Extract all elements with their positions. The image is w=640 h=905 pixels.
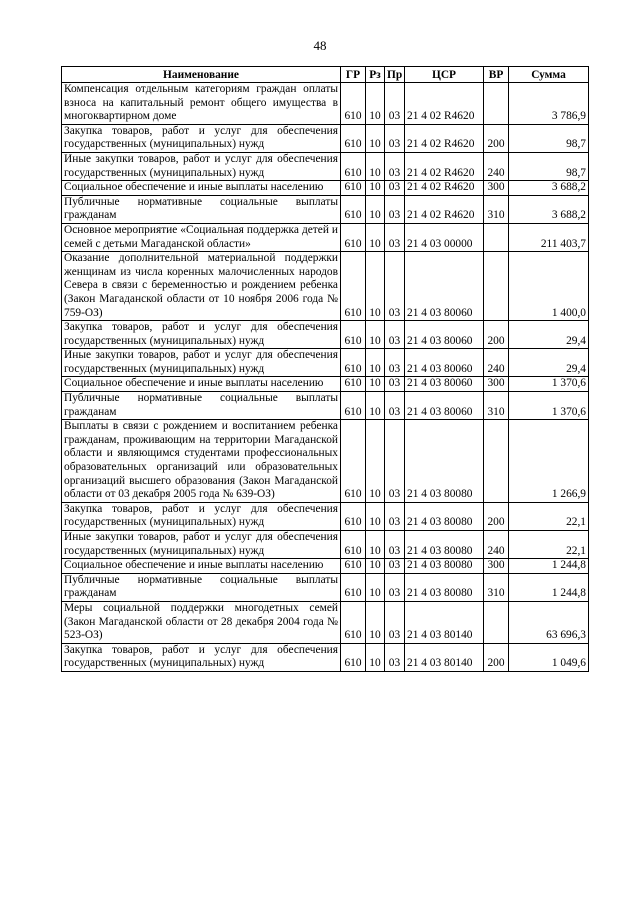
cell-name: Социальное обеспечение и иные выплаты населению [62, 559, 341, 574]
cell-csr: 21 4 03 80140 [405, 601, 484, 643]
cell-sum: 1 244,8 [509, 573, 589, 601]
cell-pr: 03 [385, 531, 405, 559]
cell-sum: 98,7 [509, 124, 589, 152]
cell-vr [484, 252, 509, 321]
cell-rz: 10 [366, 643, 385, 671]
cell-rz: 10 [366, 392, 385, 420]
cell-gr: 610 [341, 321, 366, 349]
cell-sum: 1 370,6 [509, 392, 589, 420]
cell-rz: 10 [366, 502, 385, 530]
cell-gr: 610 [341, 601, 366, 643]
cell-name: Иные закупки товаров, работ и услуг для обеспечения государственных (муниципальных) нужд [62, 152, 341, 180]
header-rz: Рз [366, 67, 385, 83]
cell-sum: 98,7 [509, 152, 589, 180]
cell-rz: 10 [366, 531, 385, 559]
header-gr: ГР [341, 67, 366, 83]
cell-sum: 1 244,8 [509, 559, 589, 574]
cell-gr: 610 [341, 643, 366, 671]
table-row [62, 321, 589, 349]
cell-sum: 1 400,0 [509, 252, 589, 321]
cell-gr: 610 [341, 559, 366, 574]
cell-gr: 610 [341, 124, 366, 152]
cell-rz: 10 [366, 559, 385, 574]
cell-gr: 610 [341, 349, 366, 377]
cell-pr: 03 [385, 420, 405, 503]
cell-gr: 610 [341, 502, 366, 530]
cell-gr: 610 [341, 223, 366, 251]
cell-sum: 3 786,9 [509, 83, 589, 125]
cell-name: Публичные нормативные социальные выплаты гражданам [62, 573, 341, 601]
cell-sum: 63 696,3 [509, 601, 589, 643]
cell-gr: 610 [341, 181, 366, 196]
cell-vr: 240 [484, 349, 509, 377]
cell-rz: 10 [366, 223, 385, 251]
cell-vr: 200 [484, 643, 509, 671]
table-row [62, 601, 589, 643]
cell-csr: 21 4 02 R4620 [405, 83, 484, 125]
cell-vr: 300 [484, 377, 509, 392]
cell-pr: 03 [385, 83, 405, 125]
cell-sum: 1 370,6 [509, 377, 589, 392]
cell-rz: 10 [366, 321, 385, 349]
cell-pr: 03 [385, 377, 405, 392]
cell-pr: 03 [385, 573, 405, 601]
cell-pr: 03 [385, 152, 405, 180]
cell-pr: 03 [385, 601, 405, 643]
table-row [62, 559, 589, 574]
table-row [62, 195, 589, 223]
cell-gr: 610 [341, 252, 366, 321]
cell-sum: 211 403,7 [509, 223, 589, 251]
table-row [62, 223, 589, 251]
header-vr: ВР [484, 67, 509, 83]
cell-csr: 21 4 03 80060 [405, 252, 484, 321]
cell-name: Иные закупки товаров, работ и услуг для обеспечения государственных (муниципальных) нужд [62, 349, 341, 377]
cell-sum: 29,4 [509, 321, 589, 349]
table-row [62, 643, 589, 671]
cell-csr: 21 4 03 80060 [405, 392, 484, 420]
cell-name: Социальное обеспечение и иные выплаты населению [62, 181, 341, 196]
table-row [62, 181, 589, 196]
cell-gr: 610 [341, 392, 366, 420]
cell-gr: 610 [341, 195, 366, 223]
cell-name: Закупка товаров, работ и услуг для обеспечения государственных (муниципальных) нужд [62, 321, 341, 349]
cell-name: Компенсация отдельным категориям граждан оплаты взноса на капитальный ремонт общего имущества в многоквартирном доме [62, 83, 341, 125]
header-sum: Сумма [509, 67, 589, 83]
cell-name: Оказание дополнительной материальной поддержки женщинам из числа коренных малочисленных народов Севера в связи с беременностью и рождением ребенка (Закон Магаданской области от 10 ноября 2006 года № 759-ОЗ) [62, 252, 341, 321]
cell-pr: 03 [385, 124, 405, 152]
header-pr: Пр [385, 67, 405, 83]
table-row [62, 502, 589, 530]
cell-pr: 03 [385, 321, 405, 349]
cell-rz: 10 [366, 573, 385, 601]
cell-pr: 03 [385, 643, 405, 671]
cell-vr: 200 [484, 502, 509, 530]
cell-sum: 1 266,9 [509, 420, 589, 503]
cell-rz: 10 [366, 420, 385, 503]
cell-rz: 10 [366, 195, 385, 223]
cell-vr: 300 [484, 181, 509, 196]
table-row [62, 349, 589, 377]
cell-pr: 03 [385, 252, 405, 321]
cell-vr: 200 [484, 321, 509, 349]
cell-pr: 03 [385, 181, 405, 196]
cell-gr: 610 [341, 573, 366, 601]
cell-rz: 10 [366, 152, 385, 180]
cell-rz: 10 [366, 124, 385, 152]
cell-csr: 21 4 03 00000 [405, 223, 484, 251]
cell-sum: 1 049,6 [509, 643, 589, 671]
cell-gr: 610 [341, 152, 366, 180]
cell-csr: 21 4 03 80080 [405, 502, 484, 530]
cell-csr: 21 4 02 R4620 [405, 181, 484, 196]
cell-vr [484, 420, 509, 503]
cell-rz: 10 [366, 601, 385, 643]
cell-pr: 03 [385, 392, 405, 420]
cell-csr: 21 4 03 80080 [405, 559, 484, 574]
table-row [62, 252, 589, 321]
cell-name: Социальное обеспечение и иные выплаты населению [62, 377, 341, 392]
table-row [62, 531, 589, 559]
cell-name: Закупка товаров, работ и услуг для обеспечения государственных (муниципальных) нужд [62, 502, 341, 530]
cell-gr: 610 [341, 531, 366, 559]
cell-csr: 21 4 03 80080 [405, 420, 484, 503]
cell-sum: 3 688,2 [509, 195, 589, 223]
table-header-row [62, 67, 589, 83]
table-row [62, 124, 589, 152]
cell-name: Публичные нормативные социальные выплаты гражданам [62, 195, 341, 223]
cell-csr: 21 4 03 80080 [405, 531, 484, 559]
cell-csr: 21 4 03 80080 [405, 573, 484, 601]
cell-gr: 610 [341, 83, 366, 125]
cell-csr: 21 4 02 R4620 [405, 152, 484, 180]
cell-pr: 03 [385, 223, 405, 251]
cell-pr: 03 [385, 349, 405, 377]
header-csr: ЦСР [405, 67, 484, 83]
cell-pr: 03 [385, 502, 405, 530]
cell-gr: 610 [341, 377, 366, 392]
cell-csr: 21 4 02 R4620 [405, 195, 484, 223]
table-row [62, 420, 589, 503]
cell-csr: 21 4 03 80060 [405, 377, 484, 392]
cell-rz: 10 [366, 349, 385, 377]
cell-vr: 240 [484, 152, 509, 180]
cell-csr: 21 4 03 80060 [405, 321, 484, 349]
cell-rz: 10 [366, 83, 385, 125]
budget-table [61, 66, 589, 672]
table-row [62, 573, 589, 601]
table-row [62, 152, 589, 180]
table-body [62, 83, 589, 672]
cell-name: Иные закупки товаров, работ и услуг для обеспечения государственных (муниципальных) нужд [62, 531, 341, 559]
table-row [62, 392, 589, 420]
cell-vr: 200 [484, 124, 509, 152]
cell-csr: 21 4 03 80140 [405, 643, 484, 671]
cell-gr: 610 [341, 420, 366, 503]
cell-name: Меры социальной поддержки многодетных семей (Закон Магаданской области от 28 декабря 2004 года № 523-ОЗ) [62, 601, 341, 643]
cell-name: Публичные нормативные социальные выплаты гражданам [62, 392, 341, 420]
cell-vr: 310 [484, 573, 509, 601]
cell-name: Закупка товаров, работ и услуг для обеспечения государственных (муниципальных) нужд [62, 124, 341, 152]
cell-sum: 22,1 [509, 502, 589, 530]
cell-pr: 03 [385, 559, 405, 574]
cell-vr [484, 223, 509, 251]
page-number: 48 [313, 38, 327, 53]
cell-csr: 21 4 03 80060 [405, 349, 484, 377]
cell-vr: 310 [484, 392, 509, 420]
cell-rz: 10 [366, 377, 385, 392]
cell-name: Выплаты в связи с рождением и воспитанием ребенка гражданам, проживающим на территории Магаданской области и являющимся студентами профессиональных образовательных организаций или образовательных организаций высшего образования (Закон Магаданской области от 03 декабря 2005 года № 639-ОЗ) [62, 420, 341, 503]
cell-vr [484, 601, 509, 643]
cell-vr: 310 [484, 195, 509, 223]
cell-sum: 29,4 [509, 349, 589, 377]
cell-name: Закупка товаров, работ и услуг для обеспечения государственных (муниципальных) нужд [62, 643, 341, 671]
table-row [62, 83, 589, 125]
cell-csr: 21 4 02 R4620 [405, 124, 484, 152]
cell-vr: 300 [484, 559, 509, 574]
table-row [62, 377, 589, 392]
cell-rz: 10 [366, 181, 385, 196]
cell-pr: 03 [385, 195, 405, 223]
cell-name: Основное мероприятие «Социальная поддержка детей и семей с детьми Магаданской области» [62, 223, 341, 251]
header-name: Наименование [62, 67, 341, 83]
cell-vr: 240 [484, 531, 509, 559]
cell-vr [484, 83, 509, 125]
cell-sum: 22,1 [509, 531, 589, 559]
cell-sum: 3 688,2 [509, 181, 589, 196]
cell-rz: 10 [366, 252, 385, 321]
